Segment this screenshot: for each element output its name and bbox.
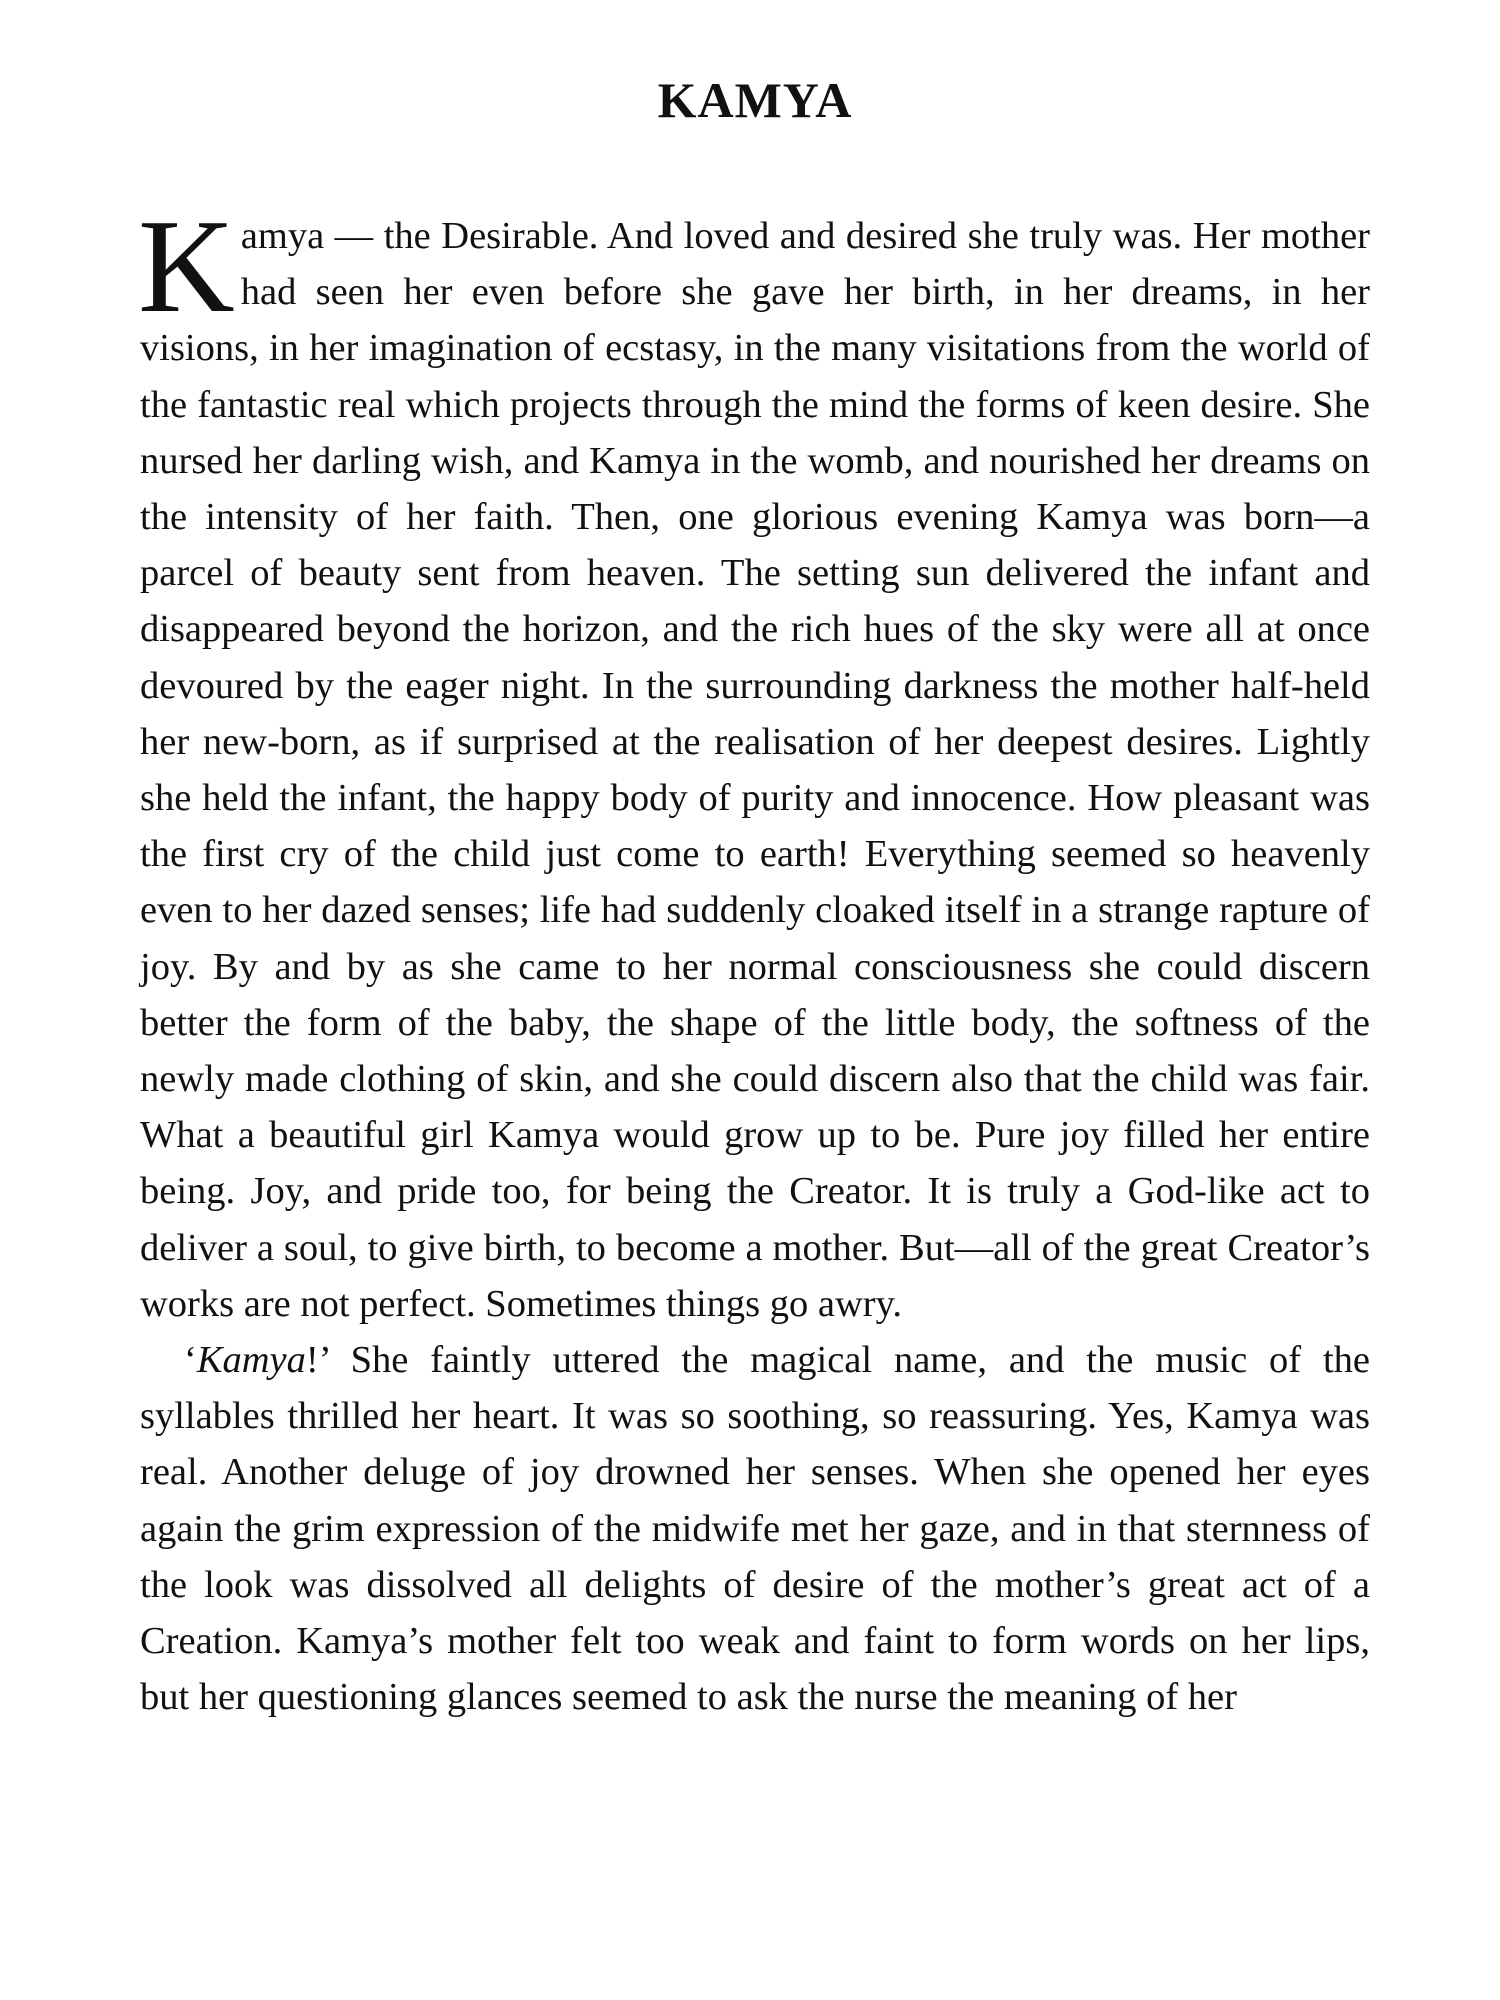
open-quote: ‘ xyxy=(184,1339,197,1382)
chapter-body xyxy=(138,192,1370,1725)
italic-name: Kamya xyxy=(196,1339,306,1382)
paragraph-1-text: amya — the Desirable. And loved and desired she truly was. Her mother had seen her even before she gave her birth, in her dreams, in her visions, in her imagination of ecstasy, in the many visitations from the world of the fantastic real which projects through the mind the forms of keen desire. She nursed her darling wish, and Kamya in the womb, and nourished her dreams on the intensity of her faith. Then, one glorious evening Kamya was born—a parcel of beauty sent from heaven. The setting sun delivered the infant and disappeared beyond the horizon, and the rich hues of the sky were all at once devoured by the eager night. In the surrounding darkness the mother half-held her new-born, as if surprised at the realisation of her deepest desires. Lightly she held the infant, the happy body of purity and innocence. How pleasant was the first cry of the child just come to earth! Everything seemed so heavenly even to her dazed senses; life had suddenly cloaked itself in a strange rapture of joy. By and by as she came to her normal consciousness she could discern better the form of the baby, the shape of the little body, the softness of the newly made clothing of skin, and she could discern also that the child was fair. What a beautiful girl Kamya would grow up to be. Pure joy filled her entire being. Joy, and pride too, for being the Creator. It is truly a God-like act to deliver a soul, to give birth, to become a mother. But—all of the great Creator’s works are not perfect. Sometimes things go awry. xyxy=(140,215,1370,1325)
paragraph-2-text: She faintly uttered the magical name, and the music of the syllables thrilled her heart. It was so soothing, so reassuring. Yes, Kamya was real. Another deluge of joy drowned her senses. When she opened her eyes again the grim expression of the midwife met her gaze, and in that sternness of the look was dissolved all delights of desire of the mother’s great act of a Creation. Kamya’s mother felt too weak and faint to form words on her lips, but her questioning glances seemed to ask the nurse the meaning of her xyxy=(140,1339,1370,1719)
book-page xyxy=(140,0,1370,1725)
paragraph-2 xyxy=(140,1332,1370,1725)
paragraph-1 xyxy=(138,192,1370,1332)
close-quote: !’ xyxy=(305,1339,329,1382)
drop-cap: K xyxy=(138,192,235,340)
chapter-title: KAMYA xyxy=(657,72,853,128)
